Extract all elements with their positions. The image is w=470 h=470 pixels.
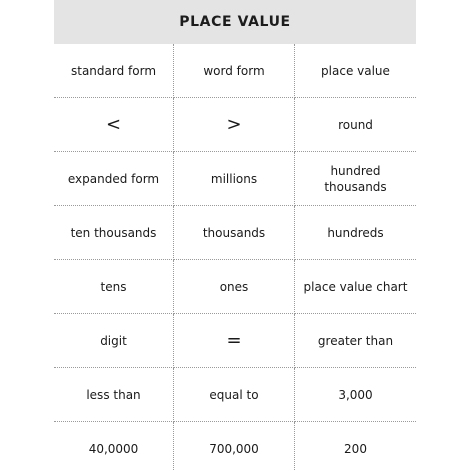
vocabulary-grid	[54, 44, 416, 470]
card-digit: digit	[54, 314, 174, 368]
card-hundreds: hundreds	[295, 206, 416, 260]
card-round: round	[295, 98, 416, 152]
card-expanded-form: expanded form	[54, 152, 174, 206]
card-ones: ones	[174, 260, 295, 314]
card-hundred-thousands: hundred thousands	[295, 152, 416, 206]
card-less-than-symbol: <	[54, 98, 174, 152]
card-standard-form: standard form	[54, 44, 174, 98]
sheet-title: PLACE VALUE	[179, 14, 291, 30]
header-bar	[54, 0, 416, 44]
card-ten-thousands: ten thousands	[54, 206, 174, 260]
card-tens: tens	[54, 260, 174, 314]
card-word-form: word form	[174, 44, 295, 98]
card-40-0000: 40,0000	[54, 422, 174, 470]
card-greater-than: greater than	[295, 314, 416, 368]
card-millions: millions	[174, 152, 295, 206]
card-3000: 3,000	[295, 368, 416, 422]
card-thousands: thousands	[174, 206, 295, 260]
card-200: 200	[344, 442, 367, 456]
card-place-value-chart: place value chart	[295, 260, 416, 314]
place-value-sheet	[54, 0, 416, 470]
card-less-than: less than	[54, 368, 174, 422]
card-700000: 700,000	[174, 422, 295, 470]
card-greater-than-symbol: >	[174, 98, 295, 152]
card-place-value: place value	[295, 44, 416, 98]
card-equal-to: equal to	[174, 368, 295, 422]
card-equals-symbol: =	[174, 314, 295, 368]
